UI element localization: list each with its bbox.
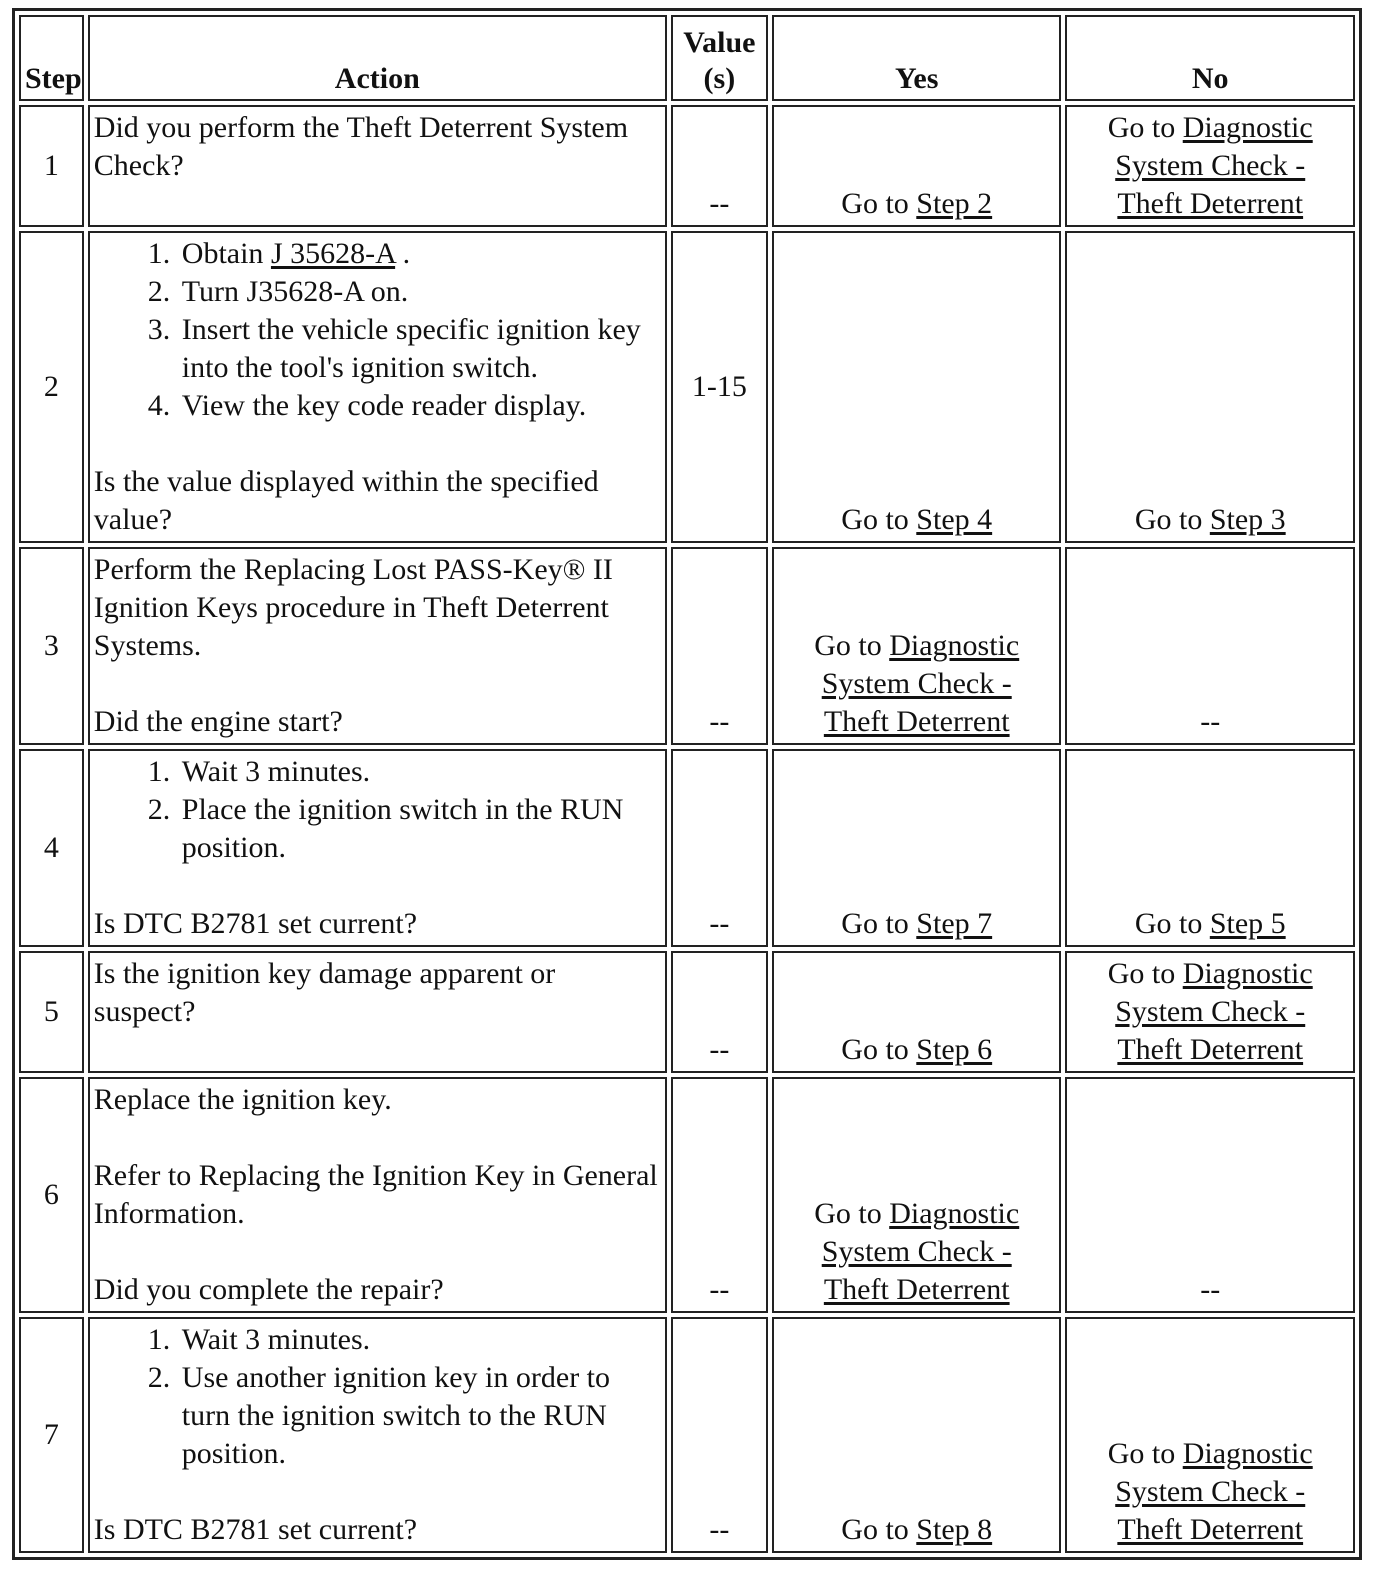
action-cell — [88, 1077, 667, 1313]
action-list — [94, 235, 661, 425]
go-to-prefix: Go to — [841, 907, 917, 940]
step-number: 3 — [19, 547, 84, 745]
action-text: Replace the ignition key. — [93, 1083, 392, 1116]
header-row — [19, 15, 1355, 101]
no-cell: -- — [1065, 547, 1355, 745]
link-line: Theft Deterrent — [823, 705, 1010, 738]
go-to-prefix: Go to — [841, 503, 917, 536]
action-question: Did you complete the repair? — [93, 1273, 444, 1306]
value-cell: -- — [671, 749, 768, 947]
header-action: Action — [88, 15, 667, 101]
table-row — [19, 231, 1355, 543]
action-text: Did you perform the Theft Deterrent System Check? — [93, 111, 629, 182]
action-question: Is DTC B2781 set current? — [93, 907, 418, 940]
value-cell: -- — [671, 105, 768, 227]
value-cell: 1-15 — [671, 231, 768, 543]
step-number: 1 — [19, 105, 84, 227]
link-line: Diagnostic — [889, 629, 1020, 662]
link-line: System Check - — [821, 1235, 1012, 1268]
go-to-prefix: Go to — [841, 187, 917, 220]
header-value — [671, 15, 768, 101]
step-5-link[interactable]: Step 5 — [1209, 907, 1286, 940]
action-question: Is the value displayed within the specified value? — [93, 465, 599, 536]
step-number: 6 — [19, 1077, 84, 1313]
go-to-prefix: Go to — [1107, 1437, 1183, 1470]
yes-cell — [772, 1317, 1062, 1553]
go-to-prefix: Go to — [1107, 111, 1183, 144]
link-line: Diagnostic — [1182, 111, 1313, 144]
action-list-item: 2. Turn J35628-A on. — [178, 273, 661, 311]
no-cell — [1065, 105, 1355, 227]
header-value-line1: Value — [683, 26, 756, 59]
link-line: Theft Deterrent — [823, 1273, 1010, 1306]
header-value-line2: (s) — [703, 62, 736, 95]
action-reference: Refer to Replacing the Ignition Key in General Information. — [93, 1159, 658, 1230]
step-number: 5 — [19, 951, 84, 1073]
link-line: Theft Deterrent — [1117, 1513, 1304, 1546]
header-no: No — [1065, 15, 1355, 101]
link-line: Diagnostic — [889, 1197, 1020, 1230]
link-line: System Check - — [1115, 149, 1306, 182]
spacer — [94, 1473, 661, 1511]
step-number: 2 — [19, 231, 84, 543]
action-list-item: 1. Wait 3 minutes. — [178, 753, 661, 791]
step-number: 4 — [19, 749, 84, 947]
link-line: System Check - — [1115, 995, 1306, 1028]
step-7-link[interactable]: Step 7 — [916, 907, 993, 940]
link-line: Theft Deterrent — [1117, 1033, 1304, 1066]
link-line: System Check - — [821, 667, 1012, 700]
table-row — [19, 1317, 1355, 1553]
action-list-item: 4. View the key code reader display. — [178, 387, 661, 425]
step-6-link[interactable]: Step 6 — [916, 1033, 993, 1066]
spacer — [94, 1233, 661, 1271]
table-row — [19, 749, 1355, 947]
go-to-prefix: Go to — [1134, 503, 1210, 536]
no-cell — [1065, 951, 1355, 1073]
step-8-link[interactable]: Step 8 — [916, 1513, 993, 1546]
yes-cell — [772, 1077, 1062, 1313]
action-list-item: 3. Insert the vehicle specific ignition key into the tool's ignition switch. — [178, 311, 661, 387]
action-question: Is DTC B2781 set current? — [93, 1513, 418, 1546]
spacer — [94, 425, 661, 463]
j35628a-tool-link[interactable]: J 35628-A — [270, 237, 396, 270]
action-question: Did the engine start? — [93, 705, 343, 738]
header-yes: Yes — [772, 15, 1062, 101]
header-step: Step — [19, 15, 84, 101]
link-line: System Check - — [1115, 1475, 1306, 1508]
table-row — [19, 105, 1355, 227]
spacer — [94, 867, 661, 905]
go-to-prefix: Go to — [841, 1033, 917, 1066]
yes-cell — [772, 951, 1062, 1073]
value-cell: -- — [671, 951, 768, 1073]
value-cell: -- — [671, 547, 768, 745]
go-to-prefix: Go to — [814, 629, 890, 662]
yes-cell — [772, 105, 1062, 227]
step-number: 7 — [19, 1317, 84, 1553]
link-line: Theft Deterrent — [1117, 187, 1304, 220]
link-line: Diagnostic — [1182, 1437, 1313, 1470]
table-row — [19, 951, 1355, 1073]
action-cell — [88, 749, 667, 947]
action-list-item: 1. Wait 3 minutes. — [178, 1321, 661, 1359]
action-cell — [88, 951, 667, 1073]
go-to-prefix: Go to — [841, 1513, 917, 1546]
value-cell: -- — [671, 1077, 768, 1313]
value-cell: -- — [671, 1317, 768, 1553]
no-cell — [1065, 749, 1355, 947]
table-row — [19, 1077, 1355, 1313]
table-row — [19, 547, 1355, 745]
action-cell — [88, 547, 667, 745]
go-to-prefix: Go to — [1107, 957, 1183, 990]
diagnostic-table — [12, 8, 1362, 1560]
action-list-item: 2. Place the ignition switch in the RUN position. — [178, 791, 661, 867]
action-text: Perform the Replacing Lost PASS-Key® II Ignition Keys procedure in Theft Deterrent Systems. — [93, 553, 613, 662]
step-4-link[interactable]: Step 4 — [916, 503, 993, 536]
action-list — [94, 753, 661, 867]
no-cell — [1065, 231, 1355, 543]
no-cell — [1065, 1317, 1355, 1553]
yes-cell — [772, 547, 1062, 745]
yes-cell — [772, 749, 1062, 947]
list-item-suffix: . — [395, 237, 411, 270]
document-page — [12, 8, 1362, 1560]
list-item-text: Obtain — [181, 237, 271, 270]
no-cell: -- — [1065, 1077, 1355, 1313]
spacer — [94, 665, 661, 703]
action-list-item — [178, 235, 661, 273]
action-cell — [88, 105, 667, 227]
action-text: Is the ignition key damage apparent or suspect? — [93, 957, 556, 1028]
action-cell — [88, 1317, 667, 1553]
step-2-link[interactable]: Step 2 — [916, 187, 993, 220]
link-line: Diagnostic — [1182, 957, 1313, 990]
go-to-prefix: Go to — [814, 1197, 890, 1230]
step-3-link[interactable]: Step 3 — [1209, 503, 1286, 536]
yes-cell — [772, 231, 1062, 543]
go-to-prefix: Go to — [1134, 907, 1210, 940]
spacer — [94, 1119, 661, 1157]
action-list-item: 2. Use another ignition key in order to turn the ignition switch to the RUN position. — [178, 1359, 661, 1473]
action-cell — [88, 231, 667, 543]
action-list — [94, 1321, 661, 1473]
